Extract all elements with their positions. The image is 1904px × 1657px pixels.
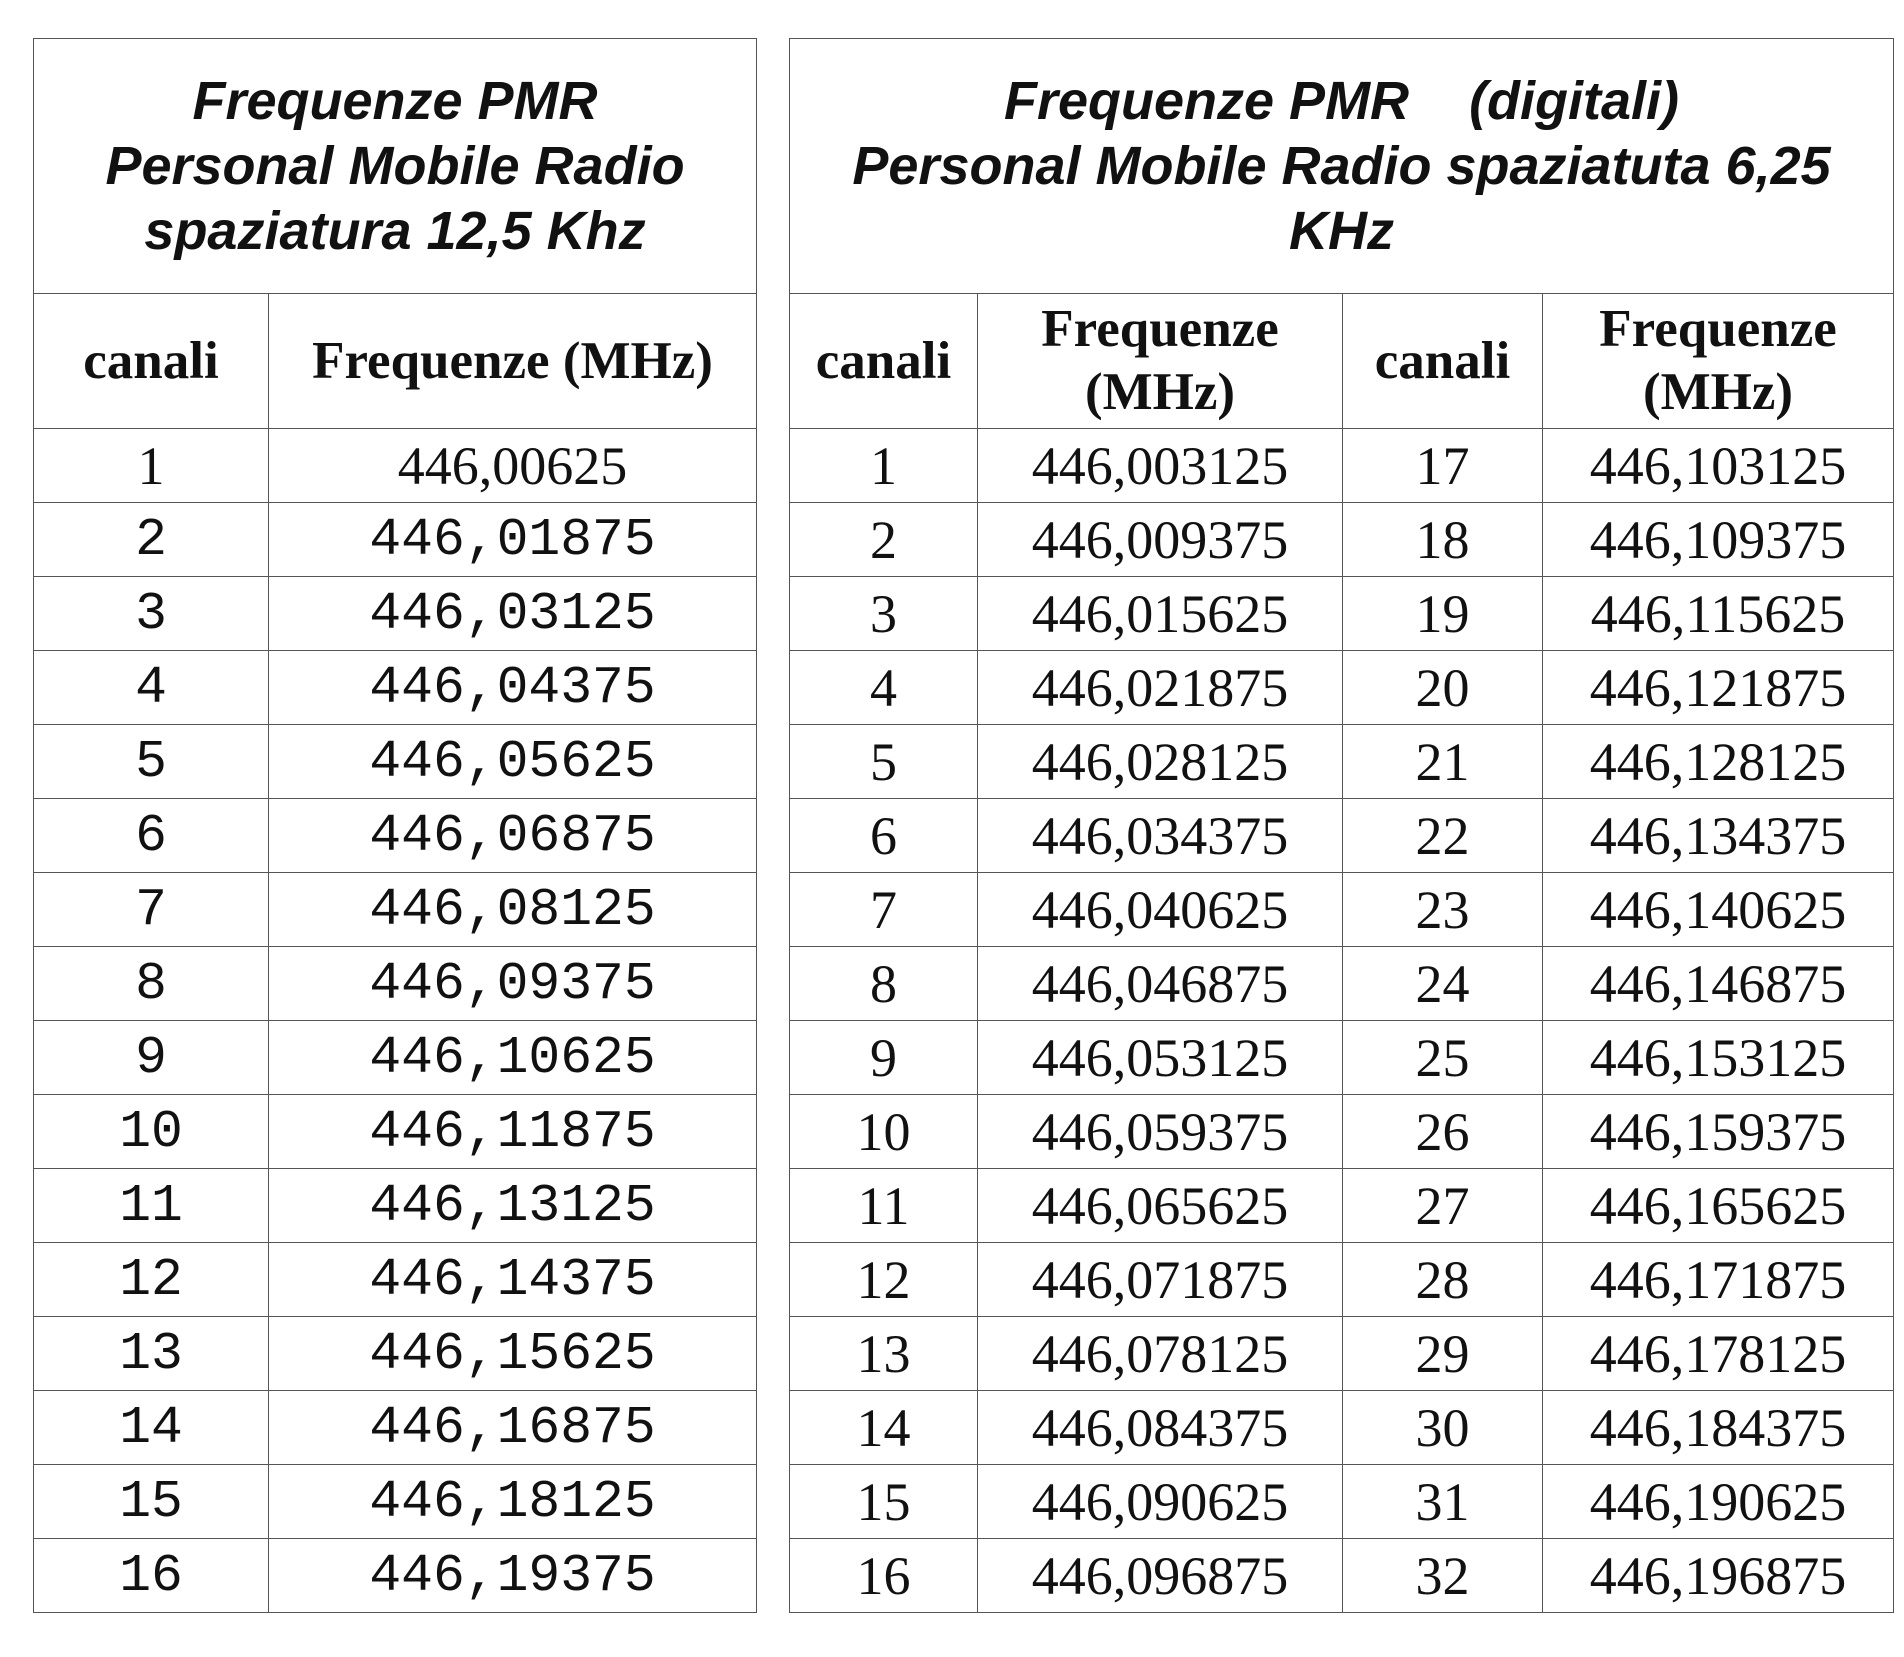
channel-cell: 1: [34, 429, 269, 503]
channel-cell: 5: [790, 725, 978, 799]
table-title: [790, 39, 1894, 294]
channel-cell: 30: [1343, 1391, 1543, 1465]
table-row: [34, 1465, 757, 1539]
channel-cell: 1: [790, 429, 978, 503]
frequency-cell: 446,096875: [978, 1539, 1343, 1613]
column-header-frequenze: Frequenze (MHz): [1543, 294, 1894, 429]
table-row: [34, 1169, 757, 1243]
pmr-analog-table: [33, 38, 757, 1613]
channel-cell: 25: [1343, 1021, 1543, 1095]
table-row: [34, 577, 757, 651]
title-line: Personal Mobile Radio spaziatuta 6,25: [852, 135, 1831, 196]
table-row: [34, 947, 757, 1021]
title-line: Frequenze PMR: [192, 70, 598, 131]
channel-cell: 3: [790, 577, 978, 651]
channel-cell: 28: [1343, 1243, 1543, 1317]
frequency-cell: 446,15625: [269, 1317, 757, 1391]
frequency-cell: 446,053125: [978, 1021, 1343, 1095]
table-row: [790, 429, 1894, 503]
frequency-cell: 446,040625: [978, 873, 1343, 947]
channel-cell: 20: [1343, 651, 1543, 725]
frequency-cell: 446,059375: [978, 1095, 1343, 1169]
table-row: [790, 873, 1894, 947]
channel-cell: 23: [1343, 873, 1543, 947]
frequency-cell: 446,028125: [978, 725, 1343, 799]
table-row: [790, 947, 1894, 1021]
channel-cell: 24: [1343, 947, 1543, 1021]
column-header-canali: canali: [790, 294, 978, 429]
table-row: [790, 799, 1894, 873]
frequency-cell: 446,134375: [1543, 799, 1894, 873]
frequency-cell: 446,021875: [978, 651, 1343, 725]
frequency-cell: 446,16875: [269, 1391, 757, 1465]
channel-cell: 4: [790, 651, 978, 725]
channel-cell: 2: [34, 503, 269, 577]
channel-cell: 6: [790, 799, 978, 873]
table-row: [34, 799, 757, 873]
channel-cell: 31: [1343, 1465, 1543, 1539]
channel-cell: 32: [1343, 1539, 1543, 1613]
channel-cell: 18: [1343, 503, 1543, 577]
table-row: [34, 651, 757, 725]
frequency-cell: 446,00625: [269, 429, 757, 503]
frequency-cell: 446,05625: [269, 725, 757, 799]
frequency-cell: 446,19375: [269, 1539, 757, 1613]
table-body: [34, 429, 757, 1613]
frequency-cell: 446,046875: [978, 947, 1343, 1021]
channel-cell: 6: [34, 799, 269, 873]
frequency-cell: 446,171875: [1543, 1243, 1894, 1317]
channel-cell: 27: [1343, 1169, 1543, 1243]
title-line: spaziatura 12,5 Khz: [144, 200, 646, 261]
frequency-cell: 446,196875: [1543, 1539, 1894, 1613]
frequency-cell: 446,146875: [1543, 947, 1894, 1021]
table-row: [34, 1021, 757, 1095]
channel-cell: 8: [34, 947, 269, 1021]
frequency-cell: 446,090625: [978, 1465, 1343, 1539]
frequency-cell: 446,03125: [269, 577, 757, 651]
channel-cell: 2: [790, 503, 978, 577]
table-row: [34, 1391, 757, 1465]
channel-cell: 14: [790, 1391, 978, 1465]
channel-cell: 29: [1343, 1317, 1543, 1391]
frequency-cell: 446,13125: [269, 1169, 757, 1243]
frequency-cell: 446,153125: [1543, 1021, 1894, 1095]
channel-cell: 17: [1343, 429, 1543, 503]
channel-cell: 10: [790, 1095, 978, 1169]
table-row: [790, 1169, 1894, 1243]
frequency-cell: 446,115625: [1543, 577, 1894, 651]
frequency-cell: 446,084375: [978, 1391, 1343, 1465]
table-row: [790, 1539, 1894, 1613]
column-header-frequenze: Frequenze (MHz): [978, 294, 1343, 429]
channel-cell: 9: [34, 1021, 269, 1095]
frequency-cell: 446,071875: [978, 1243, 1343, 1317]
channel-cell: 14: [34, 1391, 269, 1465]
channel-cell: 15: [34, 1465, 269, 1539]
channel-cell: 22: [1343, 799, 1543, 873]
channel-cell: 16: [34, 1539, 269, 1613]
channel-cell: 12: [34, 1243, 269, 1317]
frequency-cell: 446,165625: [1543, 1169, 1894, 1243]
table-row: [790, 651, 1894, 725]
frequency-cell: 446,009375: [978, 503, 1343, 577]
channel-cell: 13: [790, 1317, 978, 1391]
frequency-cell: 446,140625: [1543, 873, 1894, 947]
table-row: [790, 577, 1894, 651]
channel-cell: 7: [34, 873, 269, 947]
table-title: [34, 39, 757, 294]
frequency-cell: 446,003125: [978, 429, 1343, 503]
table-row: [790, 1317, 1894, 1391]
table-row: [34, 429, 757, 503]
channel-cell: 11: [34, 1169, 269, 1243]
channel-cell: 11: [790, 1169, 978, 1243]
title-line: KHz: [1289, 200, 1395, 261]
channel-cell: 15: [790, 1465, 978, 1539]
table-row: [34, 873, 757, 947]
frequency-cell: 446,103125: [1543, 429, 1894, 503]
channel-cell: 10: [34, 1095, 269, 1169]
frequency-cell: 446,121875: [1543, 651, 1894, 725]
table-row: [34, 1095, 757, 1169]
table-row: [34, 503, 757, 577]
column-header-canali: canali: [34, 294, 269, 429]
channel-cell: 9: [790, 1021, 978, 1095]
table-row: [790, 1095, 1894, 1169]
frequency-cell: 446,178125: [1543, 1317, 1894, 1391]
frequency-cell: 446,184375: [1543, 1391, 1894, 1465]
channel-cell: 7: [790, 873, 978, 947]
frequency-cell: 446,065625: [978, 1169, 1343, 1243]
column-header-frequenze: Frequenze (MHz): [269, 294, 757, 429]
channel-cell: 3: [34, 577, 269, 651]
frequency-cell: 446,159375: [1543, 1095, 1894, 1169]
frequency-cell: 446,10625: [269, 1021, 757, 1095]
frequency-cell: 446,14375: [269, 1243, 757, 1317]
table-row: [790, 1243, 1894, 1317]
title-line: Frequenze PMR (digitali): [1004, 70, 1680, 131]
channel-cell: 16: [790, 1539, 978, 1613]
frequency-cell: 446,18125: [269, 1465, 757, 1539]
frequency-cell: 446,06875: [269, 799, 757, 873]
table-row: [34, 1243, 757, 1317]
table-row: [790, 1021, 1894, 1095]
frequency-cell: 446,08125: [269, 873, 757, 947]
frequency-cell: 446,128125: [1543, 725, 1894, 799]
frequency-cell: 446,078125: [978, 1317, 1343, 1391]
frequency-cell: 446,04375: [269, 651, 757, 725]
channel-cell: 4: [34, 651, 269, 725]
channel-cell: 12: [790, 1243, 978, 1317]
frequency-cell: 446,190625: [1543, 1465, 1894, 1539]
channel-cell: 19: [1343, 577, 1543, 651]
pmr-digital-table: [789, 38, 1894, 1613]
channel-cell: 21: [1343, 725, 1543, 799]
channel-cell: 8: [790, 947, 978, 1021]
frequency-cell: 446,109375: [1543, 503, 1894, 577]
frequency-cell: 446,01875: [269, 503, 757, 577]
table-row: [34, 1317, 757, 1391]
table-row: [790, 1465, 1894, 1539]
channel-cell: 26: [1343, 1095, 1543, 1169]
table-row: [790, 1391, 1894, 1465]
table-row: [790, 503, 1894, 577]
column-header-canali: canali: [1343, 294, 1543, 429]
table-row: [34, 725, 757, 799]
table-row: [790, 725, 1894, 799]
title-line: Personal Mobile Radio: [105, 135, 685, 196]
table-row: [34, 1539, 757, 1613]
table-body: [790, 429, 1894, 1613]
frequency-cell: 446,034375: [978, 799, 1343, 873]
channel-cell: 13: [34, 1317, 269, 1391]
channel-cell: 5: [34, 725, 269, 799]
frequency-cell: 446,11875: [269, 1095, 757, 1169]
frequency-cell: 446,015625: [978, 577, 1343, 651]
frequency-cell: 446,09375: [269, 947, 757, 1021]
